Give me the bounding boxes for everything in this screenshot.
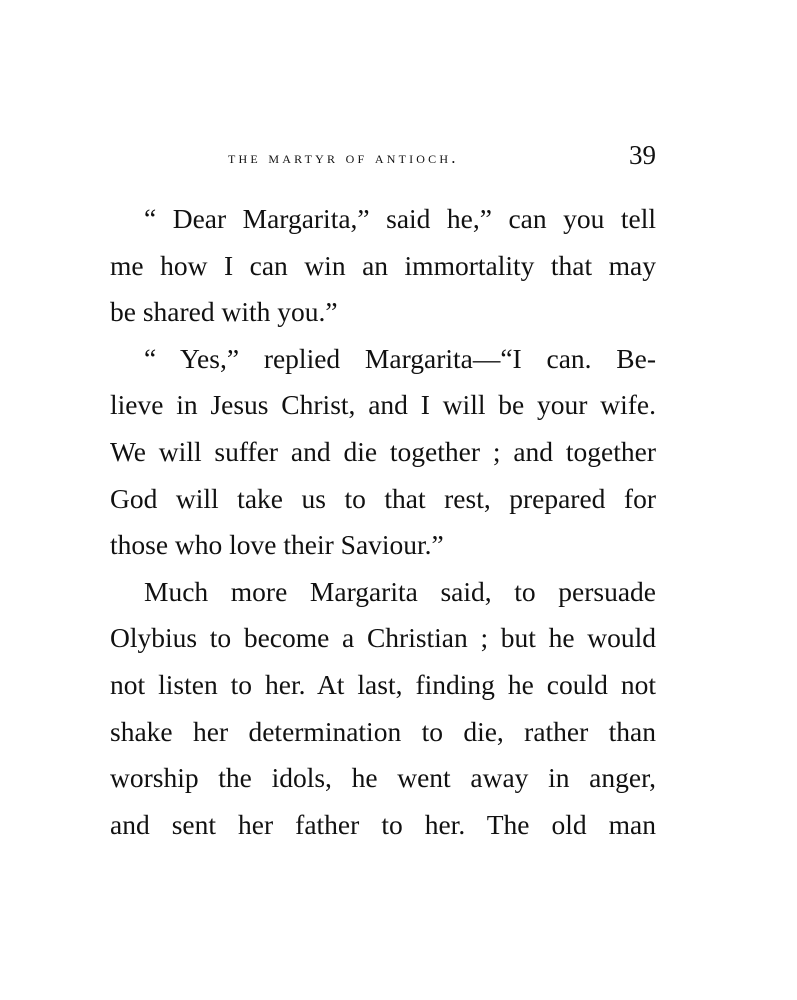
running-title: the martyr of antioch. bbox=[228, 148, 459, 167]
body-text bbox=[110, 196, 656, 848]
text-line: shake her determination to die, rather than bbox=[110, 715, 656, 747]
text-line: Much more Margarita said, to persuade bbox=[144, 575, 656, 607]
text-line: and sent her father to her. The old man bbox=[110, 808, 656, 840]
text-line: “ Yes,” replied Margarita—“I can. Be- bbox=[144, 342, 656, 374]
text-line: God will take us to that rest, prepared for bbox=[110, 482, 656, 514]
text-line: Olybius to become a Christian ; but he would bbox=[110, 622, 656, 654]
page-number: 39 bbox=[629, 140, 656, 170]
text-line: We will suffer and die together ; and together bbox=[110, 435, 656, 467]
text-line: me how I can win an immortality that may bbox=[110, 249, 656, 281]
text-line: those who love their Saviour.” bbox=[110, 529, 444, 561]
running-header bbox=[110, 142, 656, 182]
text-line: lieve in Jesus Christ, and I will be your wife. bbox=[110, 389, 656, 421]
text-line: worship the idols, he went away in anger, bbox=[110, 762, 656, 794]
text-line: not listen to her. At last, finding he could not bbox=[110, 668, 656, 700]
text-line: “ Dear Margarita,” said he,” can you tell bbox=[144, 203, 656, 234]
text-line: be shared with you.” bbox=[110, 296, 338, 328]
